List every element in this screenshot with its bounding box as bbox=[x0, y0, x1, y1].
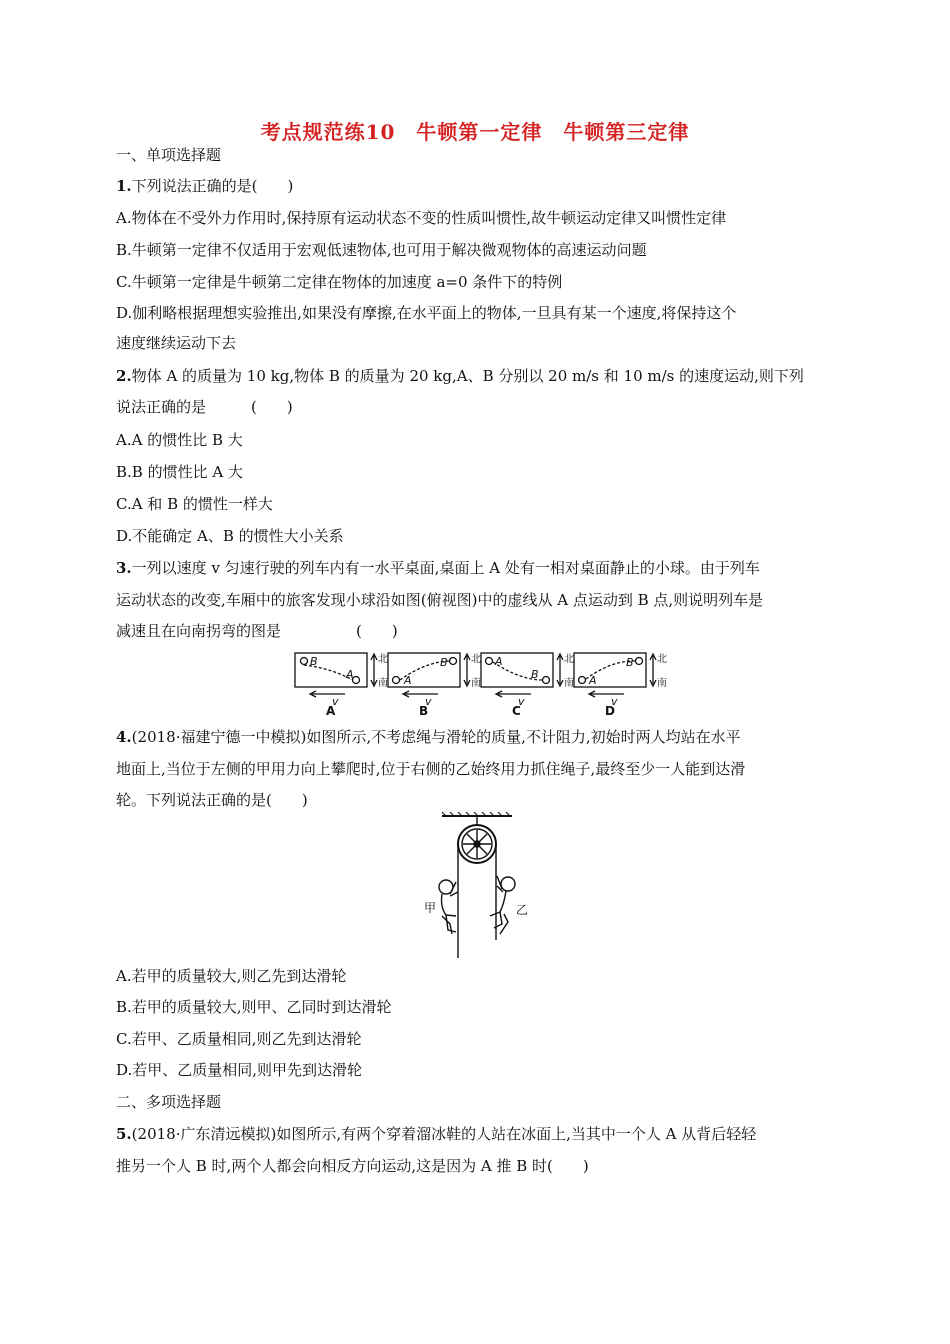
question-number: 4. bbox=[116, 728, 132, 746]
ball-marker bbox=[301, 658, 308, 665]
question-number: 3. bbox=[116, 559, 132, 577]
point-label-b: B bbox=[440, 656, 448, 669]
climber-body bbox=[490, 891, 506, 928]
question-2-option-c: C.A 和 B 的惯性一样大 bbox=[116, 495, 273, 513]
climber-arms bbox=[450, 882, 458, 896]
point-label-b: B bbox=[531, 668, 539, 681]
question-4-option-b: B.若甲的质量较大,则甲、乙同时到达滑轮 bbox=[116, 998, 392, 1016]
north-label: 北 bbox=[564, 654, 574, 665]
point-label-a: A bbox=[404, 674, 412, 687]
question-1-option-b: B.牛顿第一定律不仅适用于宏观低速物体,也可用于解决微观物体的高速运动问题 bbox=[116, 241, 647, 259]
velocity-label: v bbox=[611, 695, 618, 708]
south-label: 南 bbox=[471, 678, 481, 689]
question-4-stem bbox=[116, 727, 741, 747]
ball-marker bbox=[450, 658, 457, 665]
question-2-option-b: B.B 的惯性比 A 大 bbox=[116, 463, 243, 481]
page-title: 考点规范练10 牛顿第一定律 牛顿第三定律 bbox=[260, 120, 690, 144]
question-2-stem bbox=[116, 366, 804, 386]
question-3-stem-continued: 运动状态的改变,车厢中的旅客发现小球沿如图(俯视图)中的虚线从 A 点运动到 B 点,则说明列车是 bbox=[116, 591, 764, 609]
figure-option-label-a: A bbox=[326, 704, 336, 718]
north-label: 北 bbox=[471, 654, 481, 665]
figure-option-labels bbox=[326, 704, 626, 722]
pulley-climbers-figure bbox=[420, 812, 535, 962]
question-5-stem bbox=[116, 1124, 756, 1144]
figure-option-label-b: B bbox=[419, 704, 429, 718]
velocity-label: v bbox=[425, 695, 432, 708]
question-3-stem bbox=[116, 558, 760, 578]
north-label: 北 bbox=[657, 654, 667, 665]
question-text: (2018·广东清远模拟)如图所示,有两个穿着溜冰鞋的人站在冰面上,当其中一个人 A 从背后轻轻 bbox=[131, 1125, 757, 1143]
person-label-jia: 甲 bbox=[424, 901, 437, 915]
figure-option-label-c: C bbox=[512, 704, 521, 718]
question-2-option-a: A.A 的惯性比 B 大 bbox=[116, 431, 243, 449]
velocity-label: v bbox=[332, 695, 339, 708]
question-1-option-d-continued: 速度继续运动下去 bbox=[116, 334, 237, 352]
question-4-stem-continued: 地面上,当位于左侧的甲用力向上攀爬时,位于右侧的乙始终用力抓住绳子,最终至少一人能到达滑 bbox=[116, 760, 746, 778]
point-label-a: A bbox=[346, 668, 354, 681]
figure-option-label-d: D bbox=[605, 704, 615, 718]
climber-arms bbox=[497, 876, 503, 892]
question-4-option-a: A.若甲的质量较大,则乙先到达滑轮 bbox=[116, 967, 347, 985]
question-3-stem-continued-2: 减速且在向南拐弯的图是 ( ) bbox=[116, 622, 398, 640]
question-4-stem-continued-2: 轮。下列说法正确的是( ) bbox=[116, 791, 308, 809]
question-number: 5. bbox=[116, 1125, 132, 1143]
south-label: 南 bbox=[657, 678, 667, 689]
question-1-option-c: C.牛顿第一定律是牛顿第二定律在物体的加速度 a=0 条件下的特例 bbox=[116, 273, 563, 291]
question-text: 物体 A 的质量为 10 kg,物体 B 的质量为 20 kg,A、B 分别以 20 m/s 和 10 m/s 的速度运动,则下列 bbox=[131, 367, 804, 385]
ball-marker bbox=[636, 658, 643, 665]
question-4-option-c: C.若甲、乙质量相同,则乙先到达滑轮 bbox=[116, 1030, 362, 1048]
person-label-yi: 乙 bbox=[516, 903, 529, 917]
question-4-option-d: D.若甲、乙质量相同,则甲先到达滑轮 bbox=[116, 1061, 363, 1079]
question-1-option-d: D.伽利略根据理想实验推出,如果没有摩擦,在水平面上的物体,一旦具有某一个速度,将保持这个 bbox=[116, 304, 737, 322]
train-top-view-figure bbox=[290, 650, 665, 708]
section-heading-single-choice: 一、单项选择题 bbox=[116, 146, 222, 164]
ball-marker bbox=[543, 677, 550, 684]
velocity-label: v bbox=[518, 695, 525, 708]
question-2-stem-continued: 说法正确的是 ( ) bbox=[116, 398, 293, 416]
ball-marker bbox=[393, 677, 400, 684]
north-label: 北 bbox=[378, 654, 388, 665]
climber-body bbox=[442, 894, 457, 932]
question-text: (2018·福建宁德一中模拟)如图所示,不考虑绳与滑轮的质量,不计阻力,初始时两人均站在水平 bbox=[131, 728, 741, 746]
question-2-option-d: D.不能确定 A、B 的惯性大小关系 bbox=[116, 527, 344, 545]
question-1-option-a: A.物体在不受外力作用时,保持原有运动状态不变的性质叫惯性,故牛顿运动定律又叫惯性定律 bbox=[116, 209, 727, 227]
question-number: 1. bbox=[116, 177, 132, 195]
south-label: 南 bbox=[378, 678, 388, 689]
south-label: 南 bbox=[564, 678, 574, 689]
question-text: 下列说法正确的是( ) bbox=[131, 177, 294, 195]
point-label-b: B bbox=[626, 656, 634, 669]
question-text: 一列以速度 v 匀速行驶的列车内有一水平桌面,桌面上 A 处有一相对桌面静止的小球。由于列车 bbox=[131, 559, 760, 577]
ball-marker bbox=[486, 658, 493, 665]
point-label-b: B bbox=[310, 655, 318, 668]
climber-head bbox=[501, 877, 515, 891]
point-label-a: A bbox=[589, 674, 597, 687]
section-heading-multiple-choice: 二、多项选择题 bbox=[116, 1093, 222, 1111]
question-1-stem bbox=[116, 176, 293, 196]
ball-marker bbox=[353, 677, 360, 684]
ball-marker bbox=[579, 677, 586, 684]
question-5-stem-continued: 推另一个人 B 时,两个人都会向相反方向运动,这是因为 A 推 B 时( ) bbox=[116, 1157, 589, 1175]
question-number: 2. bbox=[116, 367, 132, 385]
point-label-a: A bbox=[495, 655, 503, 668]
